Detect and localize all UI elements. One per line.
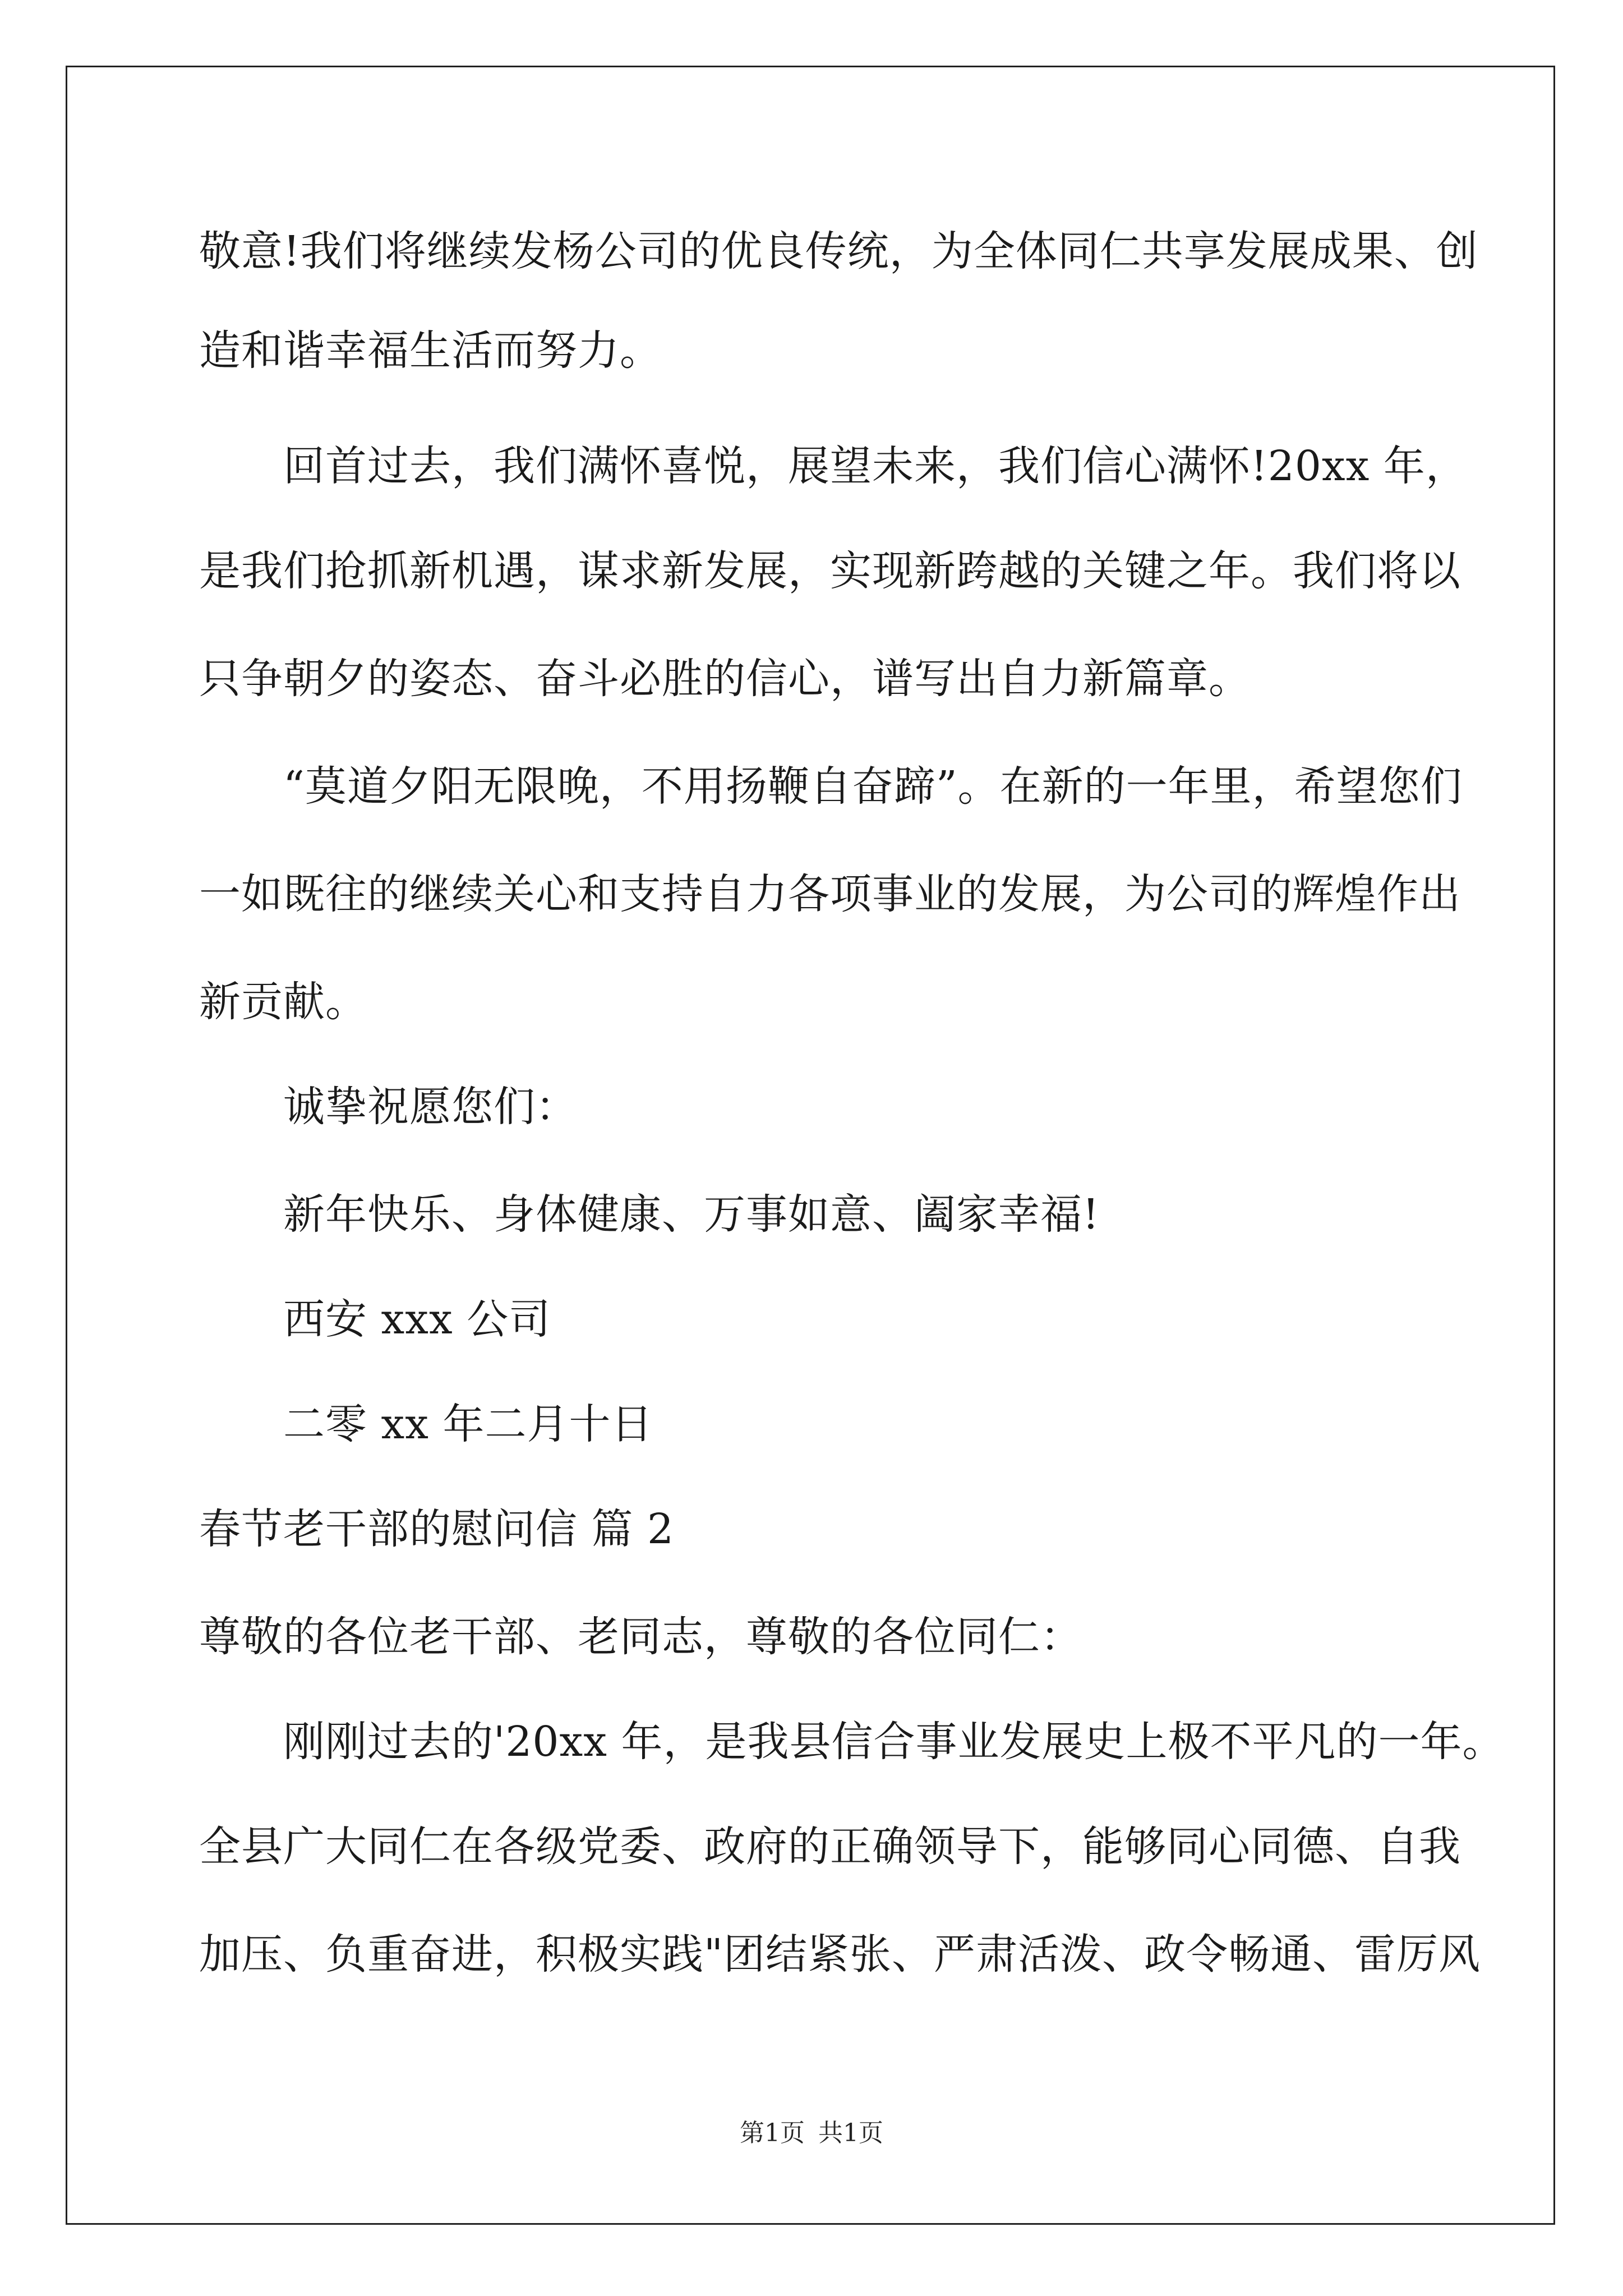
page-footer: 第1页 共1页	[740, 2119, 883, 2147]
salutation-line: 尊敬的各位老干部、老同志，尊敬的各位同仁：	[199, 1613, 1082, 1661]
paragraph-line: 造和谐幸福生活而努力。	[199, 326, 662, 375]
paragraph-line: 刚刚过去的'20xx 年，是我县信合事业发展史上极不平凡的一年。	[283, 1718, 1505, 1766]
paragraph-line: “莫道夕阳无限晚，不用扬鞭自奋蹄”。在新的一年里，希望您们	[283, 762, 1463, 811]
paragraph-line: 回首过去，我们满怀喜悦，展望未来，我们信心满怀!20xx 年，	[283, 442, 1468, 490]
signature-company: 西安 xxx 公司	[283, 1295, 551, 1343]
paragraph-line: 敬意!我们将继续发杨公司的优良传统，为全体同仁共享发展成果、创	[199, 227, 1478, 275]
page-border	[66, 66, 1555, 2225]
paragraph-line: 只争朝夕的姿态、奋斗必胜的信心，谱写出自力新篇章。	[199, 655, 1251, 703]
signature-date: 二零 xx 年二月十日	[283, 1400, 653, 1448]
wishes-line: 新年快乐、身体健康、万事如意、阖家幸福!	[283, 1190, 1100, 1239]
section-heading: 春节老干部的慰问信 篇 2	[199, 1505, 675, 1553]
greeting-line: 诚挚祝愿您们：	[283, 1083, 578, 1131]
paragraph-line: 全县广大同仁在各级党委、政府的正确领导下，能够同心同德、自我	[199, 1823, 1461, 1871]
paragraph-line: 一如既往的继续关心和支持自力各项事业的发展，为公司的辉煌作出	[199, 870, 1461, 918]
paragraph-line: 加压、负重奋进，积极实践"团结紧张、严肃活泼、政令畅通、雷厉风	[199, 1930, 1481, 1978]
paragraph-line: 是我们抢抓新机遇，谋求新发展，实现新跨越的关键之年。我们将以	[199, 547, 1461, 595]
paragraph-line: 新贡献。	[199, 978, 367, 1026]
